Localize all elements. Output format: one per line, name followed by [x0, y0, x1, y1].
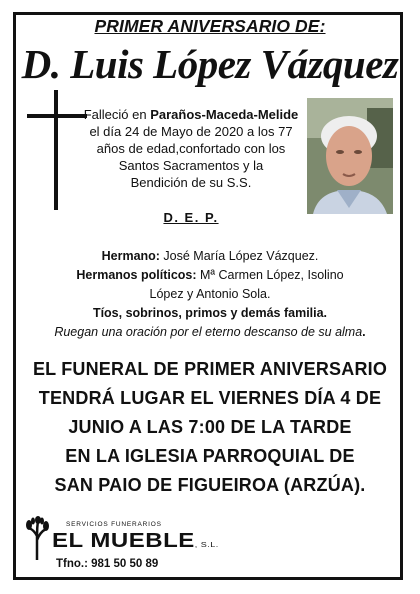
deceased-name: D. Luis López Vázquez — [21, 41, 399, 87]
brother-value: José María López Vázquez. — [159, 249, 319, 263]
funeral-home-logo — [26, 516, 219, 576]
announcement-line-3: JUNIO A LAS 7:00 DE LA TARDE — [68, 417, 352, 437]
death-notice-line4: Santos Sacramentos y la — [118, 158, 264, 173]
other-relatives: Tíos, sobrinos, primos y demás familia. — [92, 306, 328, 320]
inlaws-value-cont: López y Antonio Sola. — [149, 287, 271, 301]
logo-brand — [52, 531, 219, 555]
death-notice-line3: años de edad,confortado con los — [96, 141, 286, 156]
prayer-request: Ruegan una oración por el eterno descanso de su alma — [54, 325, 363, 339]
death-notice — [80, 106, 302, 191]
funeral-announcement — [20, 355, 400, 500]
notice-heading: PRIMER ANIVERSARIO DE: — [94, 16, 326, 36]
prayer-end: . — [362, 325, 366, 339]
logo-services-text: SERVICIOS FUNERARIOS — [66, 521, 162, 528]
death-date: el día 24 de Mayo de 2020 a los 77 — [89, 124, 293, 139]
announcement-line-4: EN LA IGLESIA PARROQUIAL DE — [65, 446, 355, 466]
inlaws-value: Mª Carmen López, Isolino — [196, 268, 344, 282]
tree-icon — [26, 516, 50, 560]
portrait-photo — [307, 98, 393, 214]
death-place: Paraños-Maceda-Melide — [150, 107, 299, 122]
death-notice-line5: Bendición de su S.S. — [130, 175, 252, 190]
relatives-section — [30, 247, 390, 342]
announcement-line-1: EL FUNERAL DE PRIMER ANIVERSARIO — [32, 359, 388, 379]
dep-label: D. E. P. — [163, 210, 219, 225]
brother-label: Hermano: — [101, 249, 160, 263]
logo-brand-suffix: , S.L. — [194, 540, 219, 549]
logo-phone: Tfno.: 981 50 50 89 — [56, 558, 159, 570]
logo-brand-name: EL MUEBLE — [52, 529, 195, 553]
inlaws-label: Hermanos políticos: — [76, 268, 197, 282]
cross-icon — [27, 90, 87, 210]
death-notice-prefix: Falleció en — [83, 107, 151, 122]
announcement-line-2: TENDRÁ LUGAR EL VIERNES DÍA 4 DE — [38, 388, 382, 408]
announcement-line-5: SAN PAIO DE FIGUEIROA (ARZÚA). — [54, 475, 366, 495]
